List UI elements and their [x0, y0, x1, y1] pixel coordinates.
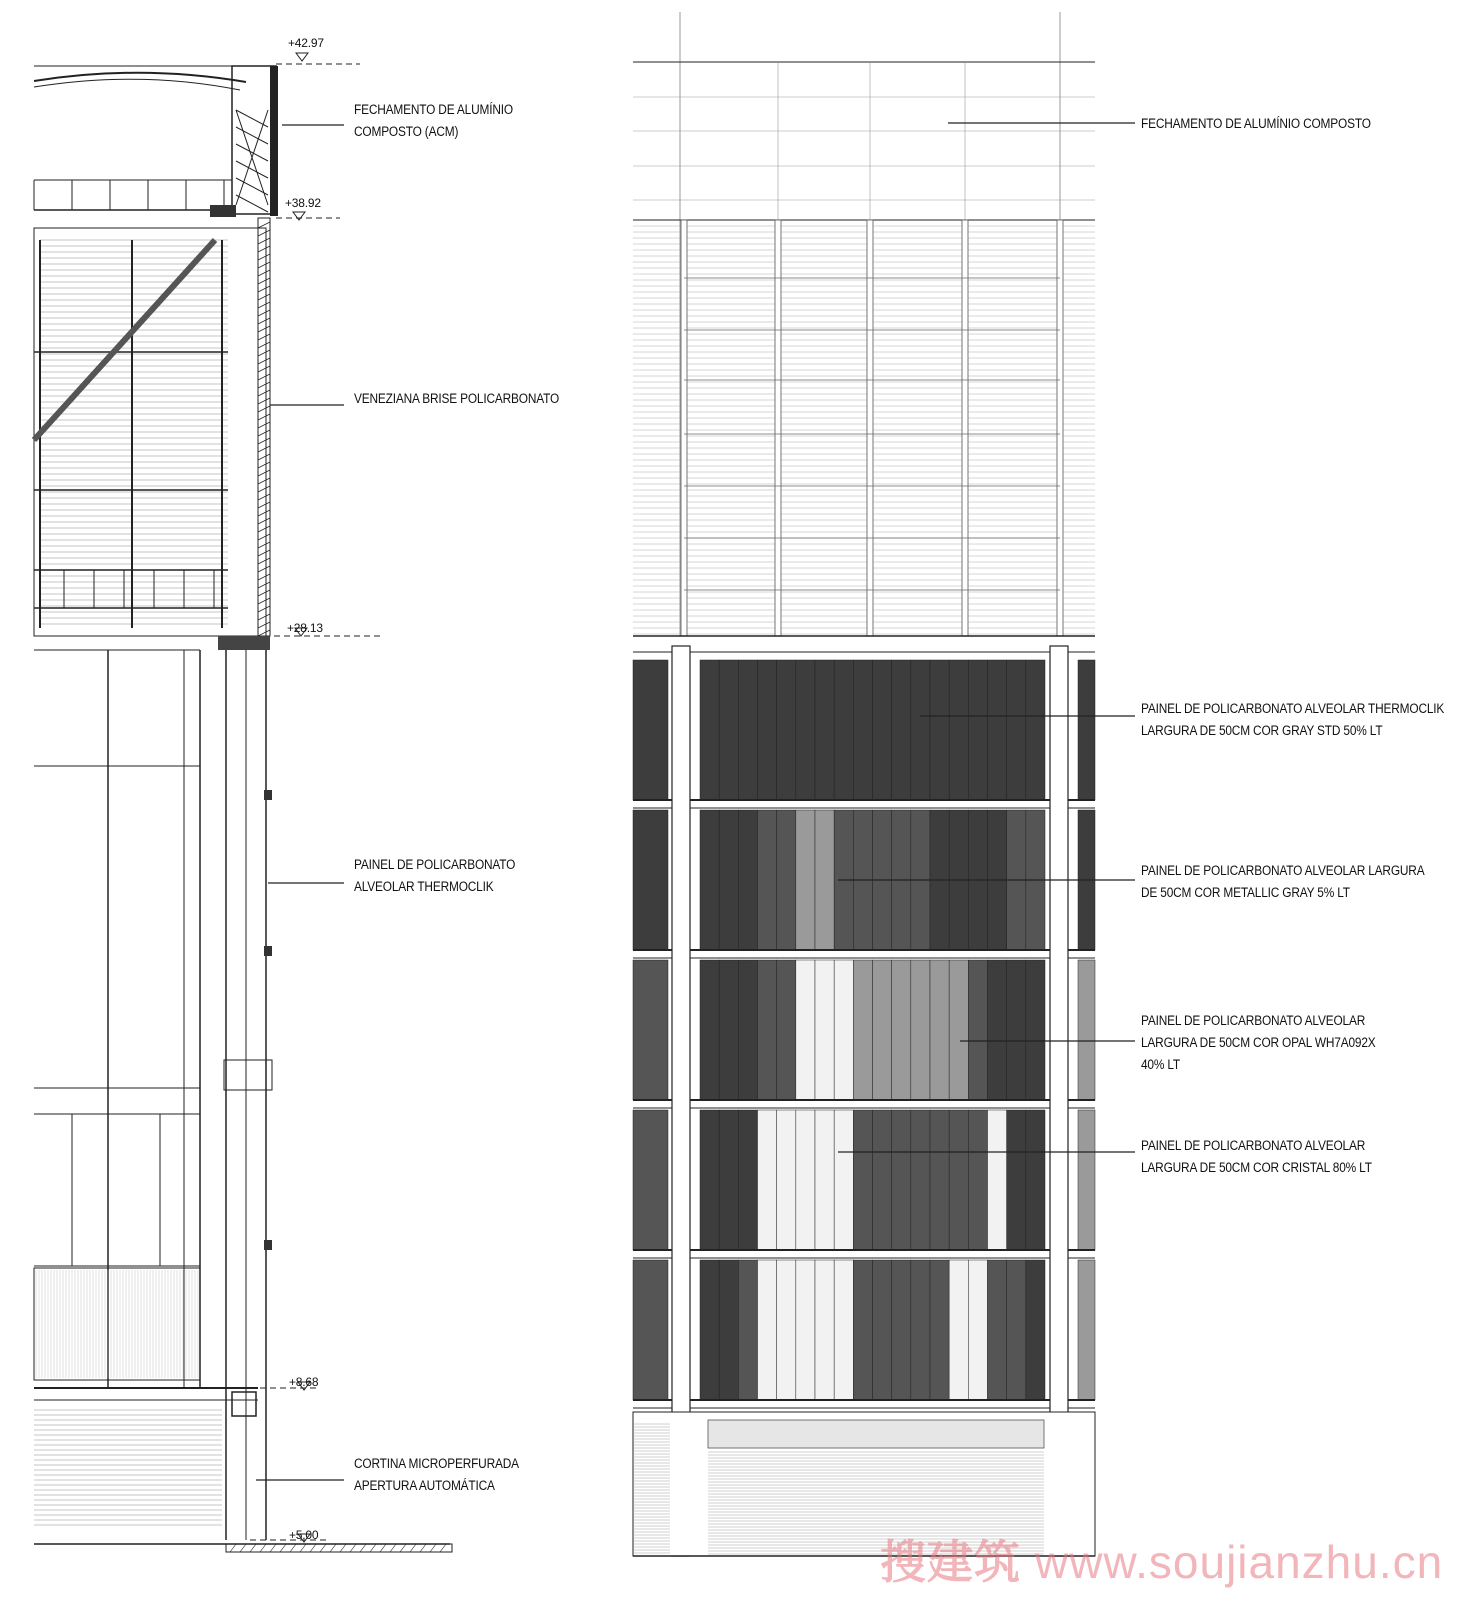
hatch: [258, 398, 270, 404]
hatch: [340, 1544, 346, 1552]
hatch: [258, 246, 270, 252]
panel-strip: [873, 960, 892, 1100]
base-lintel: [708, 1420, 1044, 1448]
panel-strip: [700, 960, 719, 1100]
panel-strip: [911, 960, 930, 1100]
brise-mullion: [867, 220, 873, 636]
acm-box: [232, 66, 276, 214]
label-panel: [354, 854, 515, 898]
panel-strip: [968, 960, 987, 1100]
side-panel: [1078, 1110, 1095, 1250]
hatch: [258, 230, 270, 236]
label-gray-std: [1141, 698, 1444, 742]
base-connector: [232, 1392, 256, 1416]
side-panel: [1078, 1260, 1095, 1400]
hatch: [258, 334, 270, 340]
panel-strip: [1026, 1260, 1045, 1400]
hatch: [260, 1544, 266, 1552]
hatch: [258, 302, 270, 308]
panel-strip: [1026, 660, 1045, 800]
label-metallic-gray: [1141, 860, 1424, 904]
panel-strip: [873, 1260, 892, 1400]
panel-strip: [892, 960, 911, 1100]
truss-diagonal: [236, 178, 268, 195]
panel-strip: [758, 1110, 777, 1250]
panel-strip: [738, 810, 757, 950]
hatch: [258, 342, 270, 348]
hatch: [258, 222, 270, 228]
label-curtain-line2: APERTURA AUTOMÁTICA: [354, 1478, 495, 1493]
level-8-68: +8.68: [289, 1375, 319, 1389]
hatch: [250, 1544, 256, 1552]
panel-strip: [796, 1110, 815, 1250]
hatch: [258, 446, 270, 452]
panel-strip: [930, 660, 949, 800]
label-cristal-line1: PAINEL DE POLICARBONATO ALVEOLAR: [1141, 1138, 1366, 1153]
panel-strip: [1007, 960, 1026, 1100]
side-panel: [633, 1110, 668, 1250]
watermark: [880, 1526, 1443, 1592]
level-28-13: +28.13: [287, 621, 323, 635]
panel-strip: [834, 960, 853, 1100]
label-opal-line1: PAINEL DE POLICARBONATO ALVEOLAR: [1141, 1013, 1366, 1028]
level-triangle: [296, 53, 308, 61]
panel-strip: [949, 1110, 968, 1250]
hatch: [258, 630, 270, 636]
side-panel: [633, 660, 668, 800]
hatch: [350, 1544, 356, 1552]
panel-strip: [719, 810, 738, 950]
panel-strip: [796, 660, 815, 800]
panel-strip: [892, 1260, 911, 1400]
panel-strip: [777, 810, 796, 950]
panel-strip: [1007, 660, 1026, 800]
slab-edge: [210, 205, 236, 217]
label-acm-line1: FECHAMENTO DE ALUMÍNIO: [354, 102, 513, 117]
label-panel-line1: PAINEL DE POLICARBONATO: [354, 857, 516, 872]
hatch: [258, 238, 270, 244]
panel-strip: [853, 660, 872, 800]
hatch: [310, 1544, 316, 1552]
floor-beam: [218, 636, 270, 650]
brise-mullion: [1057, 220, 1063, 636]
panel-strip: [873, 660, 892, 800]
label-gray-std-line1: PAINEL DE POLICARBONATO ALVEOLAR THERMOCLIK: [1141, 701, 1445, 716]
hatch: [258, 350, 270, 356]
ground-slab: [226, 1544, 452, 1552]
panel-strip: [853, 960, 872, 1100]
hatch: [440, 1544, 446, 1552]
panel-strip: [815, 1260, 834, 1400]
panel-strip: [949, 1260, 968, 1400]
panel-strip: [988, 1260, 1007, 1400]
truss-diagonal: [236, 127, 268, 144]
hatch: [258, 286, 270, 292]
hatch: [258, 430, 270, 436]
panel-strip: [815, 1110, 834, 1250]
truss-diagonal: [236, 195, 268, 212]
hatch: [258, 526, 270, 532]
panel-strip: [700, 1110, 719, 1250]
panel-strip: [758, 960, 777, 1100]
roof-curve: [34, 73, 246, 82]
hatch: [258, 406, 270, 412]
side-panel: [633, 810, 668, 950]
panel-strip: [968, 660, 987, 800]
facade-elevation: [633, 12, 1095, 1556]
hatch: [258, 318, 270, 324]
level-38-92: +38.92: [285, 196, 321, 210]
panel-strip: [853, 1110, 872, 1250]
panel-strip: [1007, 1260, 1026, 1400]
label-elev-acm-line1: FECHAMENTO DE ALUMÍNIO COMPOSTO: [1141, 116, 1371, 131]
panel-strip: [796, 960, 815, 1100]
panel-strip: [930, 1110, 949, 1250]
panel-strip: [719, 660, 738, 800]
panel-strip: [719, 1260, 738, 1400]
hatch: [258, 558, 270, 564]
label-elev-acm: [1141, 113, 1371, 135]
panel-strip: [892, 660, 911, 800]
hatch: [258, 590, 270, 596]
hatch: [400, 1544, 406, 1552]
panel-strip: [949, 960, 968, 1100]
truss-diagonal: [236, 161, 268, 178]
label-metallic-gray-line1: PAINEL DE POLICARBONATO ALVEOLAR LARGURA: [1141, 863, 1425, 878]
panel-strip: [815, 810, 834, 950]
panel-strip: [777, 1260, 796, 1400]
anchor: [264, 946, 272, 956]
hatch: [258, 278, 270, 284]
label-cristal: [1141, 1135, 1372, 1179]
hatch: [258, 502, 270, 508]
label-opal-line2: LARGURA DE 50CM COR OPAL WH7A092X: [1141, 1035, 1376, 1050]
brise-mullion: [681, 220, 687, 636]
panel-strip: [1026, 960, 1045, 1100]
panel-strip: [777, 960, 796, 1100]
panel-strip: [930, 1260, 949, 1400]
acm-cladding: [270, 66, 278, 216]
hatch: [258, 614, 270, 620]
side-panel: [1078, 660, 1095, 800]
label-cristal-line2: LARGURA DE 50CM COR CRISTAL 80% LT: [1141, 1160, 1372, 1175]
anchor: [264, 1240, 272, 1250]
panel-strip: [738, 1260, 757, 1400]
hatch: [230, 1544, 236, 1552]
panel-strip: [988, 960, 1007, 1100]
hatch: [258, 566, 270, 572]
hatch: [258, 454, 270, 460]
hatch: [258, 478, 270, 484]
hatch: [258, 534, 270, 540]
hatch: [258, 382, 270, 388]
hatch: [258, 542, 270, 548]
hatch: [258, 574, 270, 580]
hatch: [258, 270, 270, 276]
hatch: [258, 438, 270, 444]
panel-strip: [930, 960, 949, 1100]
panel-strip: [834, 1110, 853, 1250]
hatch: [258, 294, 270, 300]
panel-strip: [988, 1110, 1007, 1250]
panel-strip: [968, 1110, 987, 1250]
hatch: [258, 470, 270, 476]
hatch: [258, 414, 270, 420]
level-5-00: +5.00: [289, 1528, 319, 1542]
hatch: [240, 1544, 246, 1552]
hatch: [270, 1544, 276, 1552]
panel-strip: [911, 1260, 930, 1400]
label-panel-line2: ALVEOLAR THERMOCLIK: [354, 879, 494, 894]
label-brise-line1: VENEZIANA BRISE POLICARBONATO: [354, 391, 560, 406]
joint-detail: [224, 1060, 272, 1090]
label-acm-line2: COMPOSTO (ACM): [354, 124, 459, 139]
hatch: [258, 366, 270, 372]
panel-strip: [738, 660, 757, 800]
panel-strip: [738, 1110, 757, 1250]
panel-strip: [1026, 1110, 1045, 1250]
hatch: [258, 622, 270, 628]
brise-mullion: [962, 220, 968, 636]
hatch: [290, 1544, 296, 1552]
hatch: [258, 550, 270, 556]
hatch: [258, 486, 270, 492]
panel-strip: [1007, 1110, 1026, 1250]
panel-strip: [700, 810, 719, 950]
panel-strip: [796, 1260, 815, 1400]
panel-strip: [911, 1110, 930, 1250]
anchor: [264, 790, 272, 800]
hatch: [330, 1544, 336, 1552]
label-curtain-line1: CORTINA MICROPERFURADA: [354, 1456, 519, 1471]
hatch: [258, 598, 270, 604]
panel-strip: [719, 1110, 738, 1250]
panel-strip: [758, 810, 777, 950]
level-42-97: +42.97: [288, 36, 324, 50]
hatch: [258, 358, 270, 364]
label-gray-std-line2: LARGURA DE 50CM COR GRAY STD 50% LT: [1141, 723, 1383, 738]
panel-strip: [815, 660, 834, 800]
watermark-url: www.soujianzhu.cn: [1035, 1536, 1444, 1588]
brise-mullion: [775, 220, 781, 636]
label-metallic-gray-line2: DE 50CM COR METALLIC GRAY 5% LT: [1141, 885, 1350, 900]
panel-strip: [700, 1260, 719, 1400]
hatch: [258, 494, 270, 500]
hatch: [258, 606, 270, 612]
hatch: [390, 1544, 396, 1552]
hatch: [420, 1544, 426, 1552]
label-opal: [1141, 1010, 1376, 1076]
hatch: [430, 1544, 436, 1552]
panel-strip: [892, 1110, 911, 1250]
label-curtain: [354, 1453, 519, 1497]
hatch: [380, 1544, 386, 1552]
panel-strip: [719, 960, 738, 1100]
hatch: [258, 374, 270, 380]
panel-strip: [988, 660, 1007, 800]
hatch: [410, 1544, 416, 1552]
panel-strip: [968, 1260, 987, 1400]
panel-strip: [777, 660, 796, 800]
panel-strip: [758, 1260, 777, 1400]
hatch: [258, 422, 270, 428]
hatch: [258, 262, 270, 268]
wall-section: [34, 53, 452, 1552]
panel-strip: [815, 960, 834, 1100]
hatch: [258, 310, 270, 316]
panel-strip: [796, 810, 815, 950]
panel-strip: [700, 660, 719, 800]
hatch: [258, 462, 270, 468]
label-acm: [354, 99, 513, 143]
watermark-chinese: 搜建筑: [880, 1535, 1021, 1589]
panel-strip: [911, 660, 930, 800]
side-panel: [1078, 960, 1095, 1100]
label-opal-line3: 40% LT: [1141, 1057, 1181, 1072]
hatch: [300, 1544, 306, 1552]
hatch: [258, 326, 270, 332]
hatch: [320, 1544, 326, 1552]
hatch: [258, 510, 270, 516]
panel-strip: [873, 1110, 892, 1250]
panel-strip: [738, 960, 757, 1100]
side-panel: [633, 960, 668, 1100]
hatch: [258, 390, 270, 396]
panel-strip: [758, 660, 777, 800]
roof-curve-inner: [34, 79, 240, 90]
panel-strip: [834, 1260, 853, 1400]
hatch: [280, 1544, 286, 1552]
hatch: [258, 582, 270, 588]
hatch: [360, 1544, 366, 1552]
panel-strip: [949, 660, 968, 800]
panel-strip: [853, 1260, 872, 1400]
hatch: [370, 1544, 376, 1552]
label-brise: [354, 388, 559, 410]
hatch: [258, 254, 270, 260]
panel-strip: [777, 1110, 796, 1250]
hatch: [258, 518, 270, 524]
panel-strip: [834, 660, 853, 800]
level-triangle: [293, 212, 305, 220]
side-panel: [633, 1260, 668, 1400]
